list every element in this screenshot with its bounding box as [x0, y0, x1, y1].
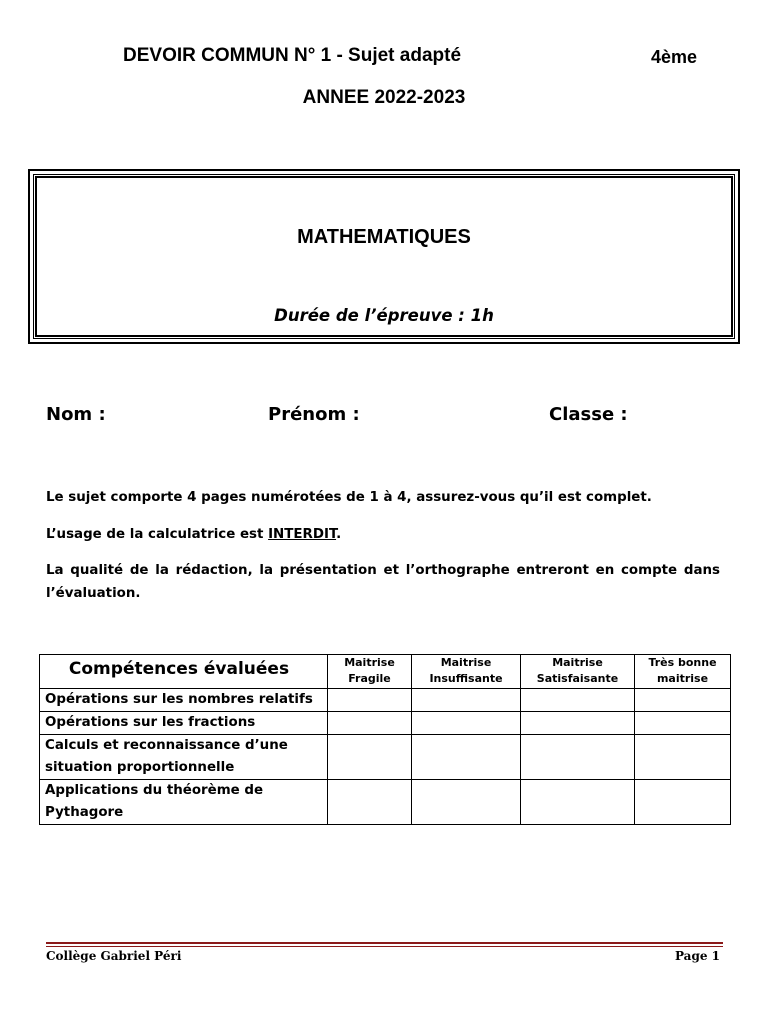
forbidden-emphasis: INTERDIT [268, 527, 337, 542]
table-row [40, 735, 731, 780]
skill-name: Applications du théorème de Pythagore [40, 780, 328, 825]
skills-header: Compétences évaluées [40, 655, 328, 689]
first-name-field-label: Prénom : [268, 404, 360, 425]
assessment-cell [328, 735, 412, 780]
grade-level: 4ème [651, 47, 698, 67]
subject-frame [28, 169, 740, 344]
assessment-cell [412, 712, 521, 735]
skills-table-header [40, 655, 731, 689]
subject-title: MATHEMATIQUES [297, 226, 471, 248]
assessment-cell [412, 780, 521, 825]
assessment-cell [328, 712, 412, 735]
school-year: ANNEE 2022-2023 [302, 87, 466, 108]
assessment-cell [521, 712, 635, 735]
table-row [40, 712, 731, 735]
page-number: Page 1 [674, 949, 720, 963]
table-row [40, 689, 731, 712]
instruction-pages: Le sujet comporte 4 pages numérotées de 1 à 4, assurez-vous qu’il est complet. [46, 490, 652, 505]
name-field-label: Nom : [46, 404, 106, 425]
skill-name: Calculs et reconnaissance d’une situation proportionnelle [40, 735, 328, 780]
assessment-cell [521, 780, 635, 825]
instruction-quality: La qualité de la rédaction, la présentation et l’orthographe entreront en compte dans l’évaluation. [46, 563, 720, 601]
footer-divider-thin [46, 946, 723, 947]
level-header: Maitrise Insuffisante [412, 655, 521, 689]
assessment-cell [412, 689, 521, 712]
instruction-calculator [46, 523, 720, 546]
subject-frame-inner [35, 176, 733, 337]
assessment-cell [635, 735, 731, 780]
level-header: Maitrise Fragile [328, 655, 412, 689]
assessment-cell [412, 735, 521, 780]
skill-name: Opérations sur les fractions [40, 712, 328, 735]
level-header: Maitrise Satisfaisante [521, 655, 635, 689]
class-field-label: Classe : [549, 404, 628, 425]
assessment-cell [328, 689, 412, 712]
assessment-cell [635, 780, 731, 825]
skill-name: Opérations sur les nombres relatifs [40, 689, 328, 712]
exam-duration: Durée de l’épreuve : 1h [274, 306, 494, 325]
table-row [40, 780, 731, 825]
assessment-cell [521, 689, 635, 712]
level-header: Très bonne maitrise [635, 655, 731, 689]
assessment-cell [328, 780, 412, 825]
assessment-cell [635, 689, 731, 712]
exam-title: DEVOIR COMMUN N° 1 - Sujet adapté [123, 45, 462, 66]
skills-table [39, 654, 731, 825]
footer-divider [46, 942, 723, 944]
instruction-calculator-text: L’usage de la calculatrice est [46, 527, 269, 542]
assessment-cell [521, 735, 635, 780]
instruction-calculator-end: . [336, 527, 342, 542]
school-name: Collège Gabriel Péri [46, 949, 182, 963]
assessment-cell [635, 712, 731, 735]
